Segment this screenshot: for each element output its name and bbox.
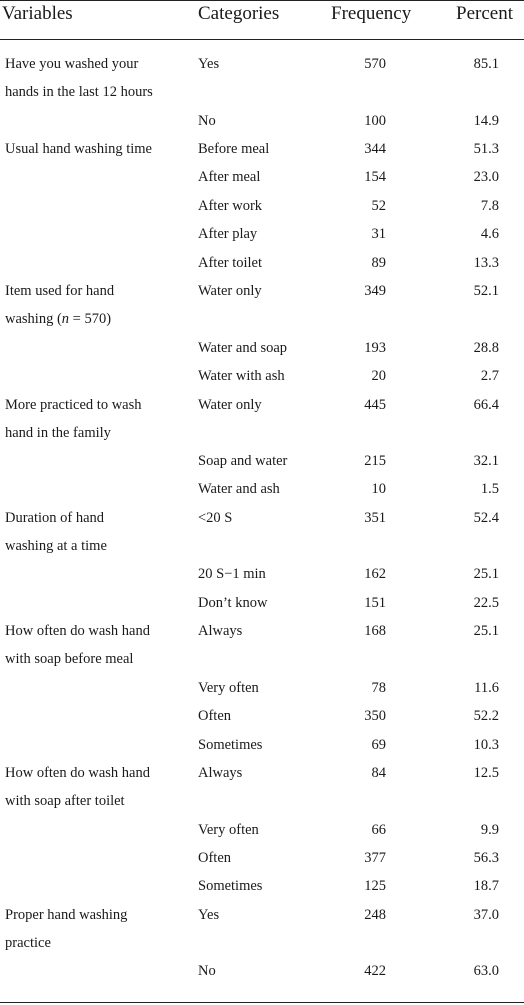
percent-cell: 28.8 — [473, 339, 499, 356]
category-cell: Very often — [198, 821, 259, 838]
header-frequency: Frequency — [331, 3, 412, 24]
category-cell: Water and ash — [198, 481, 280, 498]
frequency-cell: 168 — [364, 623, 386, 640]
variable-label: practice — [5, 934, 51, 951]
percent-cell: 25.1 — [473, 566, 499, 583]
variable-label: More practiced to wash — [5, 396, 142, 413]
frequency-cell: 52 — [371, 197, 386, 214]
frequency-cell: 351 — [364, 509, 386, 526]
frequency-cell: 89 — [371, 254, 386, 271]
percent-cell: 11.6 — [474, 679, 499, 696]
variable-label: How often do wash hand — [5, 765, 150, 781]
frequency-cell: 84 — [371, 765, 386, 781]
frequency-cell: 570 — [364, 56, 386, 72]
category-cell: Yes — [198, 56, 220, 72]
percent-cell: 4.6 — [480, 226, 499, 243]
frequency-cell: 215 — [364, 452, 386, 469]
percent-cell: 10.3 — [473, 736, 499, 753]
category-cell: No — [198, 963, 216, 980]
percent-cell: 1.5 — [480, 481, 499, 498]
variable-label: with soap after toilet — [5, 793, 125, 809]
variable-label: Duration of hand — [5, 509, 105, 526]
frequency-cell: 10 — [371, 481, 386, 498]
frequency-cell: 31 — [371, 226, 386, 243]
header-rule — [0, 39, 524, 40]
frequency-cell: 100 — [364, 112, 386, 129]
category-cell: After work — [198, 197, 263, 214]
category-cell: Water only — [198, 396, 262, 413]
percent-cell: 23.0 — [473, 169, 499, 186]
variable-label: Have you washed your — [5, 56, 139, 72]
percent-cell: 9.9 — [480, 821, 499, 838]
header-percent: Percent — [456, 3, 513, 24]
frequency-cell: 377 — [364, 849, 386, 866]
variable-label: washing at a time — [5, 537, 107, 554]
percent-cell: 7.8 — [480, 197, 499, 214]
percent-cell: 37.0 — [473, 906, 499, 923]
category-cell: Water with ash — [198, 368, 285, 384]
header-categories: Categories — [198, 3, 280, 24]
frequency-cell: 66 — [371, 821, 386, 838]
category-cell: After meal — [198, 169, 261, 186]
percent-cell: 25.1 — [473, 623, 499, 640]
percent-cell: 22.5 — [473, 594, 499, 611]
percent-cell: 32.1 — [473, 452, 499, 469]
category-cell: Often — [198, 849, 232, 866]
frequency-cell: 248 — [364, 906, 386, 923]
frequency-cell: 78 — [371, 679, 386, 696]
category-cell: Sometimes — [198, 878, 263, 895]
variable-label: hands in the last 12 hours — [5, 84, 153, 100]
frequency-cell: 349 — [364, 283, 386, 300]
category-cell: Yes — [198, 906, 220, 923]
variable-label: How often do wash hand — [5, 623, 150, 640]
frequency-cell: 162 — [364, 566, 386, 583]
variable-label: hand in the family — [5, 424, 111, 441]
category-cell: After toilet — [198, 254, 263, 271]
table-top-rule — [0, 0, 524, 1]
category-cell: Water and soap — [198, 339, 288, 356]
frequency-cell: 151 — [364, 594, 386, 611]
percent-cell: 51.3 — [473, 140, 499, 157]
percent-cell: 12.5 — [473, 765, 499, 781]
category-cell: Always — [198, 765, 243, 781]
frequency-cell: 422 — [364, 963, 386, 980]
category-cell: Very often — [198, 679, 259, 696]
category-cell: Soap and water — [198, 452, 288, 469]
percent-cell: 56.3 — [473, 849, 499, 866]
percent-cell: 52.4 — [473, 509, 499, 526]
category-cell: Don’t know — [198, 594, 268, 611]
frequency-cell: 125 — [364, 878, 386, 895]
category-cell: Often — [198, 708, 232, 725]
percent-cell: 52.1 — [473, 283, 499, 300]
percent-cell: 14.9 — [473, 112, 499, 129]
header-variables: Variables — [2, 3, 73, 24]
frequency-cell: 154 — [364, 169, 386, 186]
category-cell: <20 S — [198, 509, 233, 526]
frequency-cell: 193 — [364, 339, 386, 356]
variable-label: Usual hand washing time — [5, 140, 152, 157]
percent-cell: 13.3 — [473, 254, 499, 271]
variable-label: with soap before meal — [5, 651, 134, 668]
percent-cell: 52.2 — [473, 708, 499, 725]
category-cell: Always — [198, 623, 243, 640]
table-bottom-rule — [0, 1002, 524, 1003]
percent-cell: 18.7 — [473, 878, 499, 895]
frequency-cell: 69 — [371, 736, 386, 753]
category-cell: Water only — [198, 283, 262, 300]
frequency-cell: 20 — [371, 368, 386, 384]
frequency-cell: 350 — [364, 708, 386, 725]
frequency-cell: 445 — [364, 396, 386, 413]
variable-label: washing (n = 570) — [5, 311, 112, 328]
category-cell: No — [198, 112, 216, 129]
category-cell: 20 S−1 min — [198, 566, 266, 583]
variable-label: Item used for hand — [5, 283, 115, 300]
category-cell: Before meal — [198, 140, 270, 157]
frequency-cell: 344 — [364, 140, 386, 157]
percent-cell: 85.1 — [473, 56, 499, 72]
percent-cell: 63.0 — [473, 963, 499, 980]
percent-cell: 2.7 — [480, 368, 499, 384]
variable-label: Proper hand washing — [5, 906, 128, 923]
category-cell: Sometimes — [198, 736, 263, 753]
category-cell: After play — [198, 226, 258, 243]
percent-cell: 66.4 — [473, 396, 499, 413]
